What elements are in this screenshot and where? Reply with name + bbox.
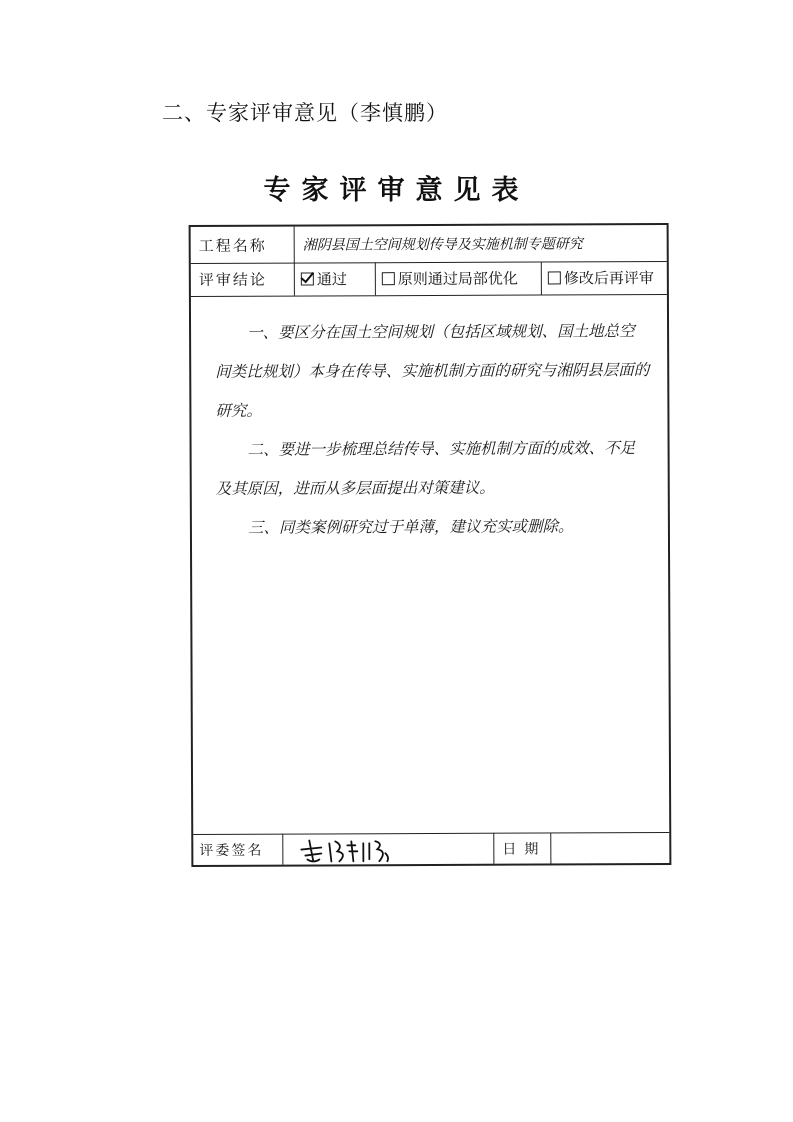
option-partial-optimize-label: 原则通过局部优化 [397,269,518,289]
option-pass-label: 通过 [316,270,347,289]
handwritten-signature [291,835,491,866]
opinion-item: 三、同类案例研究过于单薄，建议充实或删除。 [247,517,574,537]
project-label: 工程名称 [191,227,295,263]
conclusion-row [191,261,667,297]
option-pass[interactable] [295,262,376,295]
checkbox-icon[interactable] [548,271,561,284]
opinion-area [191,294,669,835]
checked-box-icon[interactable] [301,273,314,286]
conclusion-label: 评审结论 [191,263,295,296]
form-title: 专家评审意见表 [263,175,530,206]
option-partial-optimize[interactable] [376,262,542,296]
date-value[interactable] [551,832,669,864]
opinion-item: 一、要区分在国土空间规划（包括区域规划、国土地总空间类比规划）本身在传导、实施机制方面的研究与湘阴县层面的研究。 [215,322,650,420]
project-row [191,225,667,264]
signature-label: 评委签名 [193,834,283,865]
option-revise-rereview-label: 修改后再评审 [563,269,654,288]
section-heading: 二、专家评审意见（李慎鹏） [162,101,448,125]
review-form [189,223,672,867]
handwritten-opinion [215,312,650,548]
signature-row [193,832,669,865]
option-revise-rereview[interactable] [542,261,667,295]
date-label: 日期 [493,832,551,863]
project-name-value: 湘阴县国土空间规划传导及实施机制专题研究 [302,236,583,254]
opinion-item: 二、要进一步梳理总结传导、实施机制方面的成效、不足及其原因，进而从多层面提出对策建议。 [215,439,636,498]
checkbox-icon[interactable] [382,272,395,285]
